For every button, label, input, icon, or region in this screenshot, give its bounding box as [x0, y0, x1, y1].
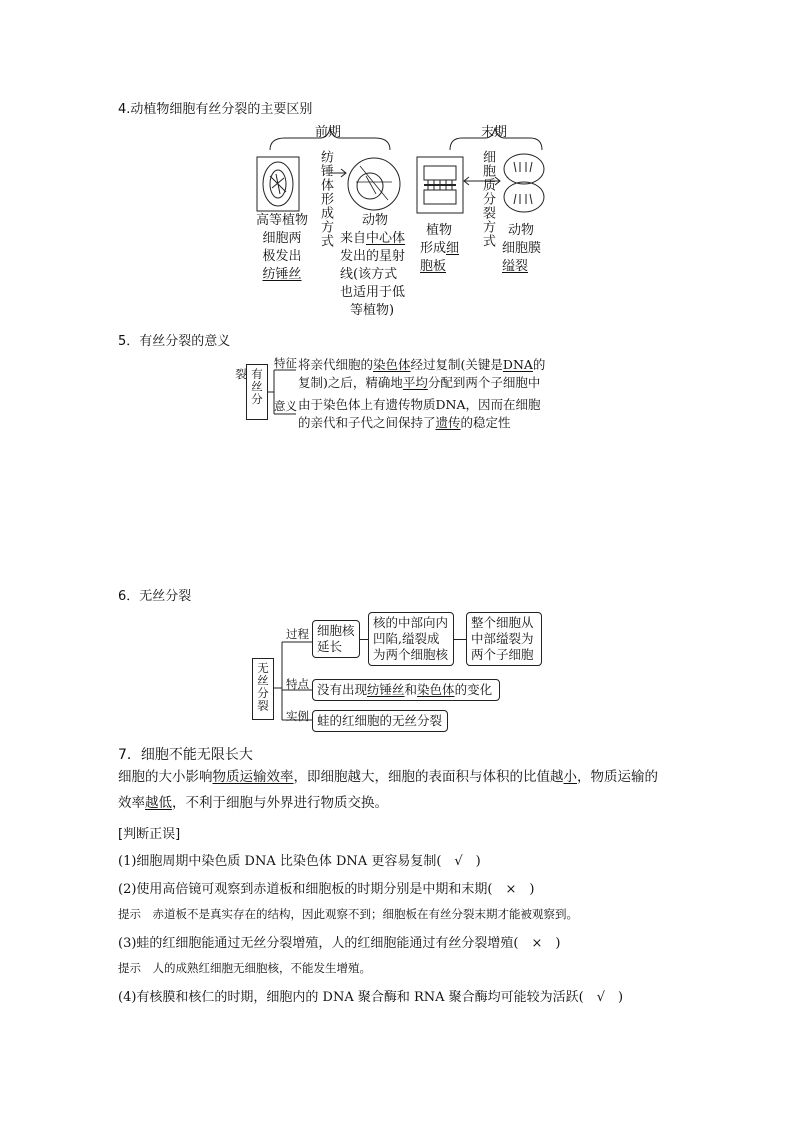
amitosis-feature-label: 特点 — [286, 677, 309, 691]
judge-tip3: 提示 人的成熟红细胞无细胞核，不能发生增殖。 — [118, 961, 371, 975]
section4-title: 4.动植物细胞有丝分裂的主要区别 — [118, 102, 313, 117]
spindle-way-label: 纺锤体形成方式 — [318, 150, 333, 248]
animal-prophase-cell-image — [346, 156, 402, 212]
division-way-label: 细胞质分裂方式 — [480, 150, 495, 248]
judge-q1: (1)细胞周期中染色质 DNA 比染色体 DNA 更容易复制( √ ) — [118, 854, 481, 869]
step3-box: 整个细胞从中部缢裂为两个子细胞 — [466, 612, 542, 666]
meaning-label: 意义 — [274, 399, 297, 413]
step1-box: 细胞核延长 — [312, 620, 360, 658]
bracket-lines — [268, 366, 298, 426]
section6-title: 6．无丝分裂 — [118, 589, 192, 604]
connector — [454, 639, 466, 640]
meaning-text: 由于染色体上有遗传物质DNA，因而在细胞 的亲代和子代之间保持了遗传的稳定性 — [298, 397, 541, 430]
judge-q2: (2)使用高倍镜可观察到赤道板和细胞板的时期分别是中期和末期( × ) — [118, 882, 535, 897]
section7-title: 7．细胞不能无限长大 — [118, 747, 253, 763]
feature-text: 将亲代细胞的染色体经过复制(关键是DNA的 复制)之后，精确地平均分配到两个子细胞中 — [298, 357, 546, 390]
amitosis-root-box: 无丝分裂 — [252, 658, 274, 720]
connector — [360, 639, 368, 640]
plant-prophase-desc: 高等植物 细胞两 极发出 纺锤丝 — [256, 213, 309, 282]
example-box: 蛙的红细胞的无丝分裂 — [312, 710, 448, 732]
mitosis-root-box: 有丝分裂 — [246, 364, 268, 420]
section7-paragraph: 细胞的大小影响物质运输效率，即细胞越大，细胞的表面积与体积的比值越小，物质运输的 效率越低，不利于细胞与外界进行物质交换。 — [118, 769, 658, 811]
judge-title: [判断正误] — [118, 827, 181, 842]
judge-tip2: 提示 赤道板不是真实存在的结构，因此观察不到；细胞板在有丝分裂末期才能被观察到。 — [118, 907, 578, 921]
animal-telophase-desc: 动物 细胞膜 缢裂 — [502, 223, 542, 274]
prophase-label: 前期 — [315, 125, 342, 140]
judge-q3: (3)蛙的红细胞能通过无丝分裂增殖，人的红细胞能通过有丝分裂增殖( × ) — [118, 936, 561, 951]
judge-q4: (4)有核膜和核仁的时期，细胞内的 DNA 聚合酶和 RNA 聚合酶均可能较为活跃( √ ) — [118, 990, 624, 1005]
animal-telophase-cell-image — [500, 152, 548, 214]
example-label: 实例 — [286, 709, 309, 723]
plant-telophase-cell-image — [416, 156, 464, 214]
feature-label: 特征 — [274, 356, 297, 370]
double-arrow-icon — [462, 176, 502, 186]
telophase-label: 末期 — [481, 125, 508, 140]
section5-title: 5．有丝分裂的意义 — [118, 334, 231, 349]
amitosis-feature-box: 没有出现纺锤丝和染色体的变化 — [312, 679, 500, 701]
process-label: 过程 — [286, 627, 309, 641]
plant-telophase-desc: 植物 形成细 胞板 — [420, 223, 460, 274]
step2-box: 核的中部向内凹陷,缢裂成为两个细胞核 — [368, 612, 454, 666]
animal-prophase-desc: 动物 来自中心体 发出的星射 线(该方式 也适用于低 等植物) — [340, 213, 406, 318]
plant-prophase-cell-image — [256, 156, 300, 212]
